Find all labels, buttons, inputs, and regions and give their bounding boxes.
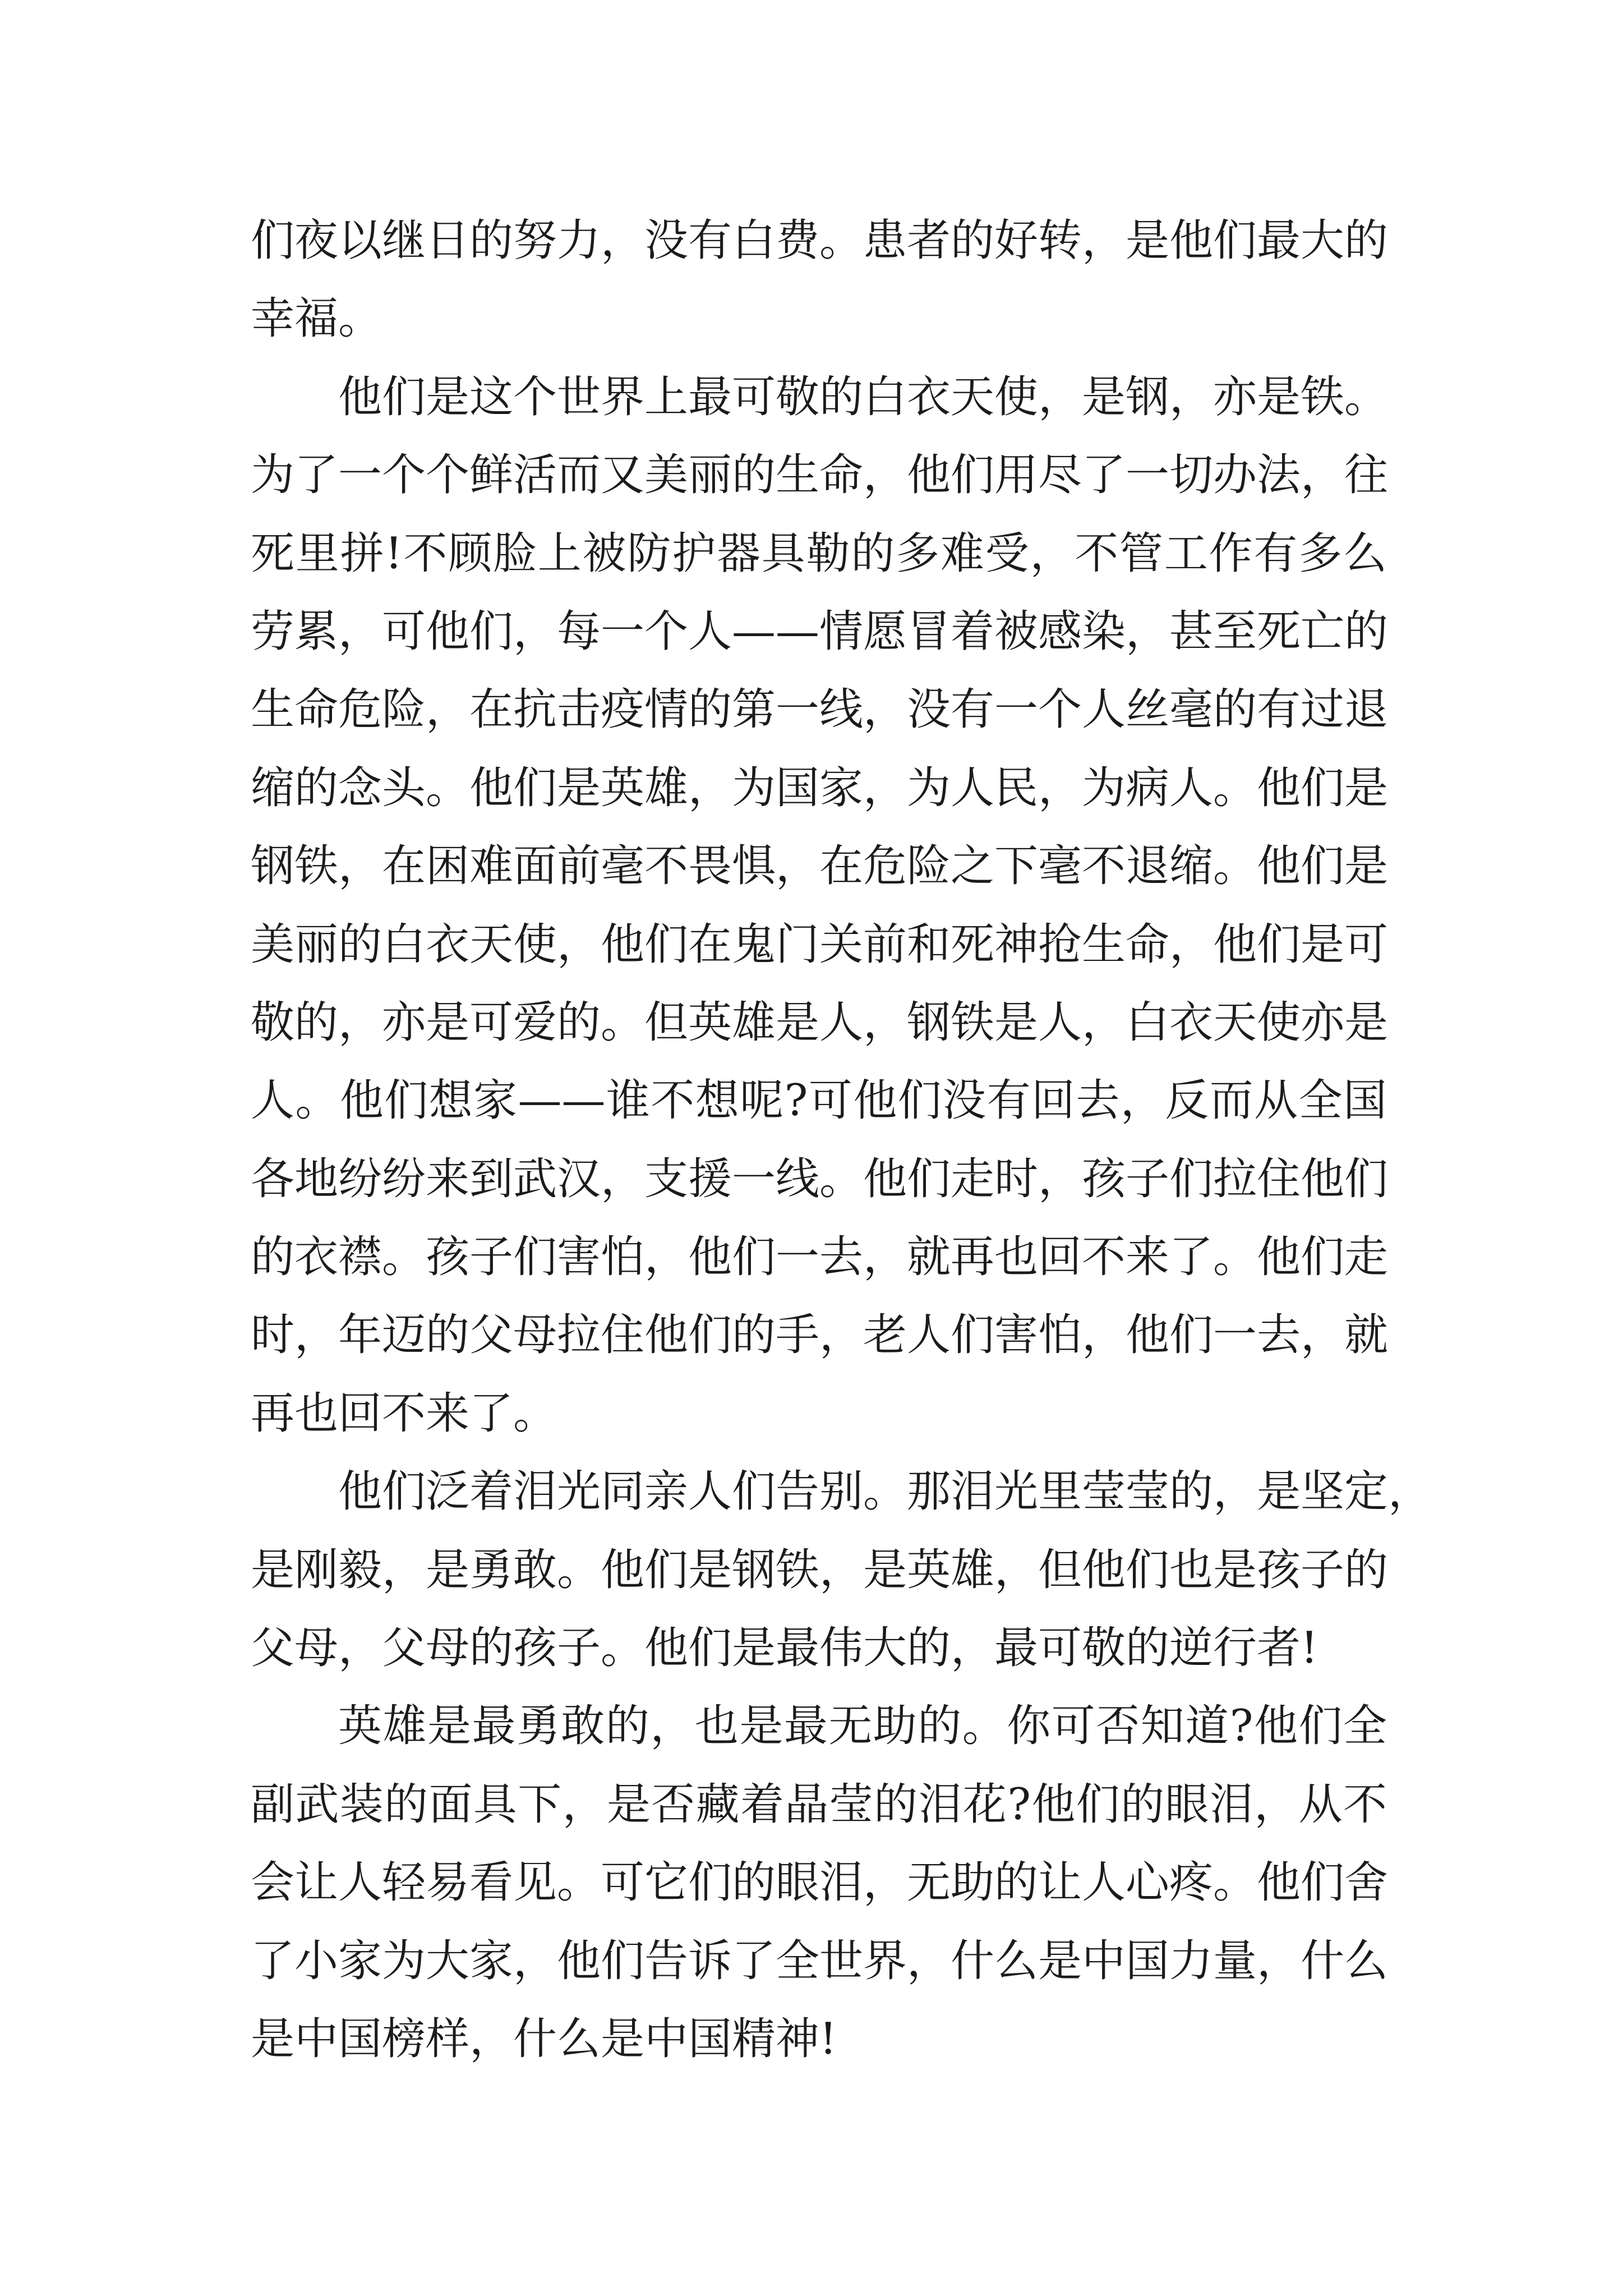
text-line: 们夜以继日的努力，没有白费。患者的好转，是他们最大的 — [251, 215, 1389, 266]
text-line: 生命危险，在抗击疫情的第一线，没有一个人丝毫的有过退 — [251, 684, 1389, 735]
text-line: 死里拼!不顾脸上被防护器具勒的多难受，不管工作有多么 — [251, 528, 1387, 579]
text-line: 缩的念头。他们是英雄，为国家，为人民，为病人。他们是 — [251, 762, 1389, 813]
text-line: 美丽的白衣天使，他们在鬼门关前和死神抢生命，他们是可 — [251, 919, 1389, 970]
text-line: 再也回不来了。 — [251, 1388, 557, 1439]
text-line: 他们是这个世界上最可敬的白衣天使，是钢，亦是铁。 — [338, 371, 1389, 422]
paragraph-3 — [251, 1453, 1432, 1687]
body-text — [251, 202, 1432, 2078]
text-line: 英雄是最勇敢的，也是最无助的。你可否知道?他们全 — [338, 1701, 1387, 1752]
text-line: 各地纷纷来到武汉，支援一线。他们走时，孩子们拉住他们 — [251, 1153, 1389, 1204]
text-line: 敬的，亦是可爱的。但英雄是人，钢铁是人，白衣天使亦是 — [251, 997, 1389, 1048]
text-line: 为了一个个鲜活而又美丽的生命，他们用尽了一切办法，往 — [251, 450, 1389, 501]
text-line: 他们泛着泪光同亲人们告别。那泪光里莹莹的，是坚定， — [338, 1466, 1432, 1517]
text-line: 了小家为大家，他们告诉了全世界，什么是中国力量，什么 — [251, 1935, 1389, 1986]
text-line: 幸福。 — [251, 293, 382, 344]
paragraph-1 — [251, 202, 1387, 358]
text-line: 是中国榜样，什么是中国精神! — [251, 2013, 837, 2064]
text-line: 人。他们想家——谁不想呢?可他们没有回去，反而从全国 — [251, 1075, 1387, 1126]
paragraph-2 — [251, 358, 1387, 1453]
text-line: 时，年迈的父母拉住他们的手，老人们害怕，他们一去，就 — [251, 1310, 1389, 1361]
text-line: 会让人轻易看见。可它们的眼泪，无助的让人心疼。他们舍 — [251, 1857, 1389, 1908]
text-line: 父母，父母的孩子。他们是最伟大的，最可敬的逆行者! — [251, 1623, 1318, 1674]
text-line: 钢铁，在困难面前毫不畏惧，在危险之下毫不退缩。他们是 — [251, 841, 1389, 892]
text-line: 副武装的面具下，是否藏着晶莹的泪花?他们的眼泪，从不 — [251, 1779, 1387, 1830]
text-line: 的衣襟。孩子们害怕，他们一去，就再也回不来了。他们走 — [251, 1232, 1389, 1283]
text-line: 劳累，可他们，每一个人——情愿冒着被感染，甚至死亡的 — [251, 606, 1389, 657]
paragraph-4 — [251, 1687, 1387, 2078]
text-line: 是刚毅，是勇敢。他们是钢铁，是英雄，但他们也是孩子的 — [251, 1544, 1389, 1595]
